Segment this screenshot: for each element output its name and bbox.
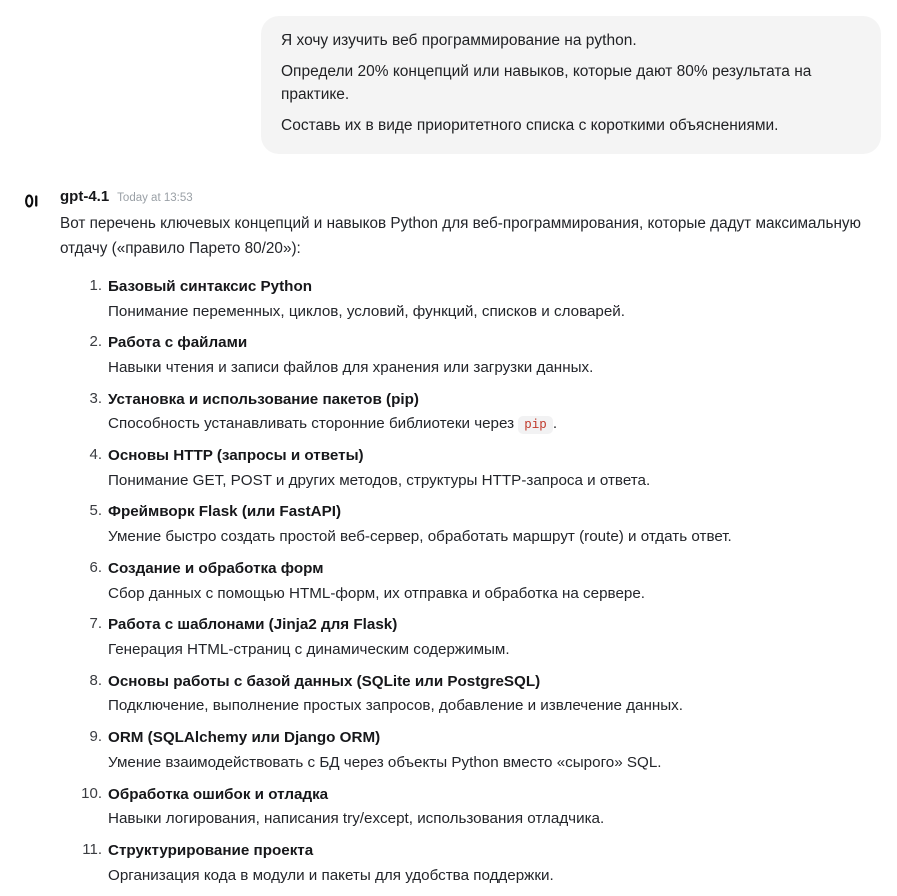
list-item-title: Фреймворк Flask (или FastAPI): [108, 503, 342, 521]
list-item-desc: [108, 412, 881, 437]
list-item: [108, 389, 881, 437]
model-name: gpt-4.1: [60, 187, 110, 205]
list-item: [108, 727, 881, 775]
list-item: [108, 614, 881, 662]
assistant-message-row: [0, 154, 897, 896]
list-item-desc: Подключение, выполнение простых запросов, добавление и извлечение данных.: [108, 697, 683, 715]
list-item-desc-after: .: [552, 415, 558, 433]
assistant-body: [60, 188, 881, 896]
list-item-desc-before: Способность устанавливать сторонние библиотеки через: [108, 415, 519, 433]
list-item: [108, 276, 881, 324]
message-timestamp: Today at 13:53: [117, 191, 193, 204]
assistant-intro-text: Вот перечень ключевых концепций и навыков Python для веб-программирования, которые дадут максимальную отдачу («правило Парето 80/20»):: [60, 214, 862, 257]
list-item-title: Основы работы с базой данных (SQLite или PostgreSQL): [108, 672, 541, 690]
list-item-title: Основы HTTP (запросы и ответы): [108, 446, 364, 464]
list-item-title: Обработка ошибок и отладка: [108, 785, 329, 803]
list-item-title: Установка и использование пакетов (pip): [108, 390, 419, 408]
assistant-header: [60, 188, 881, 205]
list-item-title: Работа с шаблонами (Jinja2 для Flask): [108, 616, 398, 634]
list-item-title: ORM (SQLAlchemy или Django ORM): [108, 729, 381, 747]
openai-logo-icon: [22, 190, 44, 212]
list-item-desc: Сбор данных с помощью HTML-форм, их отправка и обработка на сервере.: [108, 584, 645, 602]
list-item-desc: Понимание GET, POST и других методов, структуры HTTP-запроса и ответа.: [108, 471, 651, 489]
list-item-desc: Умение взаимодействовать с БД через объекты Python вместо «сырого» SQL.: [108, 753, 662, 771]
list-item-desc: Навыки чтения и записи файлов для хранения или загрузки данных.: [108, 358, 594, 376]
user-message-line: Я хочу изучить веб программирование на python.: [281, 32, 637, 49]
list-item: [108, 501, 881, 549]
user-message-bubble: [261, 16, 881, 154]
user-message-line: Составь их в виде приоритетного списка с короткими объяснениями.: [281, 117, 779, 135]
list-item: [108, 784, 881, 832]
list-item: [108, 445, 881, 493]
user-message-line: Определи 20% концепций или навыков, которые дают 80% результата на практике.: [281, 63, 812, 103]
list-item-title: Создание и обработка форм: [108, 559, 324, 577]
list-item-title: Структурирование проекта: [108, 841, 314, 859]
list-item: [108, 671, 881, 719]
list-item-desc: Генерация HTML-страниц с динамическим содержимым.: [108, 641, 510, 659]
inline-code-pip: pip: [518, 416, 553, 434]
list-item-title: Базовый синтаксис Python: [108, 277, 313, 295]
list-item-title: Работа с файлами: [108, 334, 248, 352]
list-item-desc: Понимание переменных, циклов, условий, функций, списков и словарей.: [108, 302, 626, 320]
list-item: [108, 558, 881, 606]
priority-list: [60, 276, 881, 889]
list-item: [108, 840, 881, 888]
user-message-row: [0, 0, 897, 154]
list-item-desc: Умение быстро создать простой веб-сервер, обработать маршрут (route) и отдать ответ.: [108, 528, 732, 546]
list-item-desc: Организация кода в модули и пакеты для удобства поддержки.: [108, 866, 554, 884]
list-item-desc: Навыки логирования, написания try/except, использования отладчика.: [108, 810, 605, 828]
list-item: [108, 332, 881, 380]
